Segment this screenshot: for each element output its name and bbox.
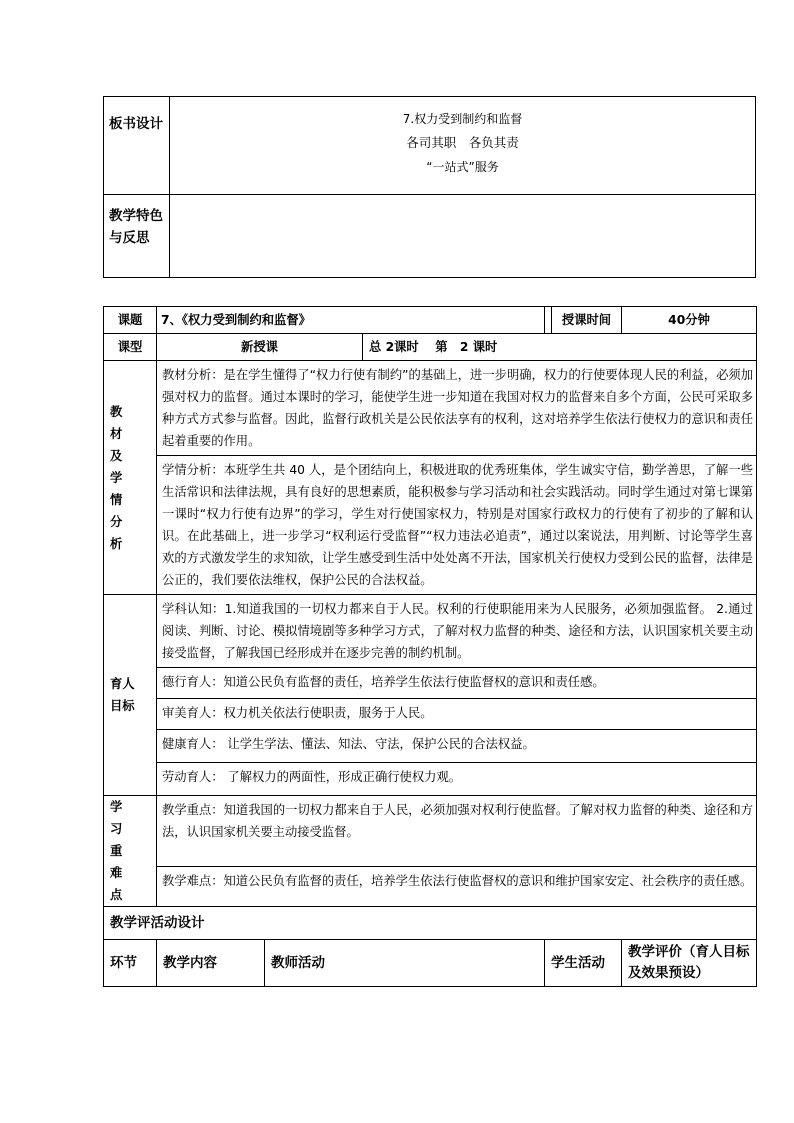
goal-health: 健康育人： 让学生学法、懂法、知法、守法，保护公民的合法权益。 (157, 730, 757, 763)
material-analysis: 教材分析：是在学生懂得了“权力行使有制约”的基础上，进一步明确，权力的行使要体现人民的利益，必须加强对权力的监督。通过本课时的学习，能使学生进一步知道在我国对权力的监督来自多个方面，公民可采取多种方式方式参与监督。因此，监督行政机关是公民依法享有的权利，这对培养学生依法行使权力的意识和责任起着重要的作用。 (157, 361, 757, 456)
col-student: 学生活动 (545, 940, 622, 987)
type-value: 新授课 (157, 334, 363, 361)
topic-value: 7、《权力受到制约和监督》 (157, 307, 545, 334)
goals-label-text: 育人目标 (110, 677, 135, 713)
keypoints-label (104, 796, 157, 907)
board-line-1: 7.权力受到制约和监督 (402, 112, 523, 126)
board-line-2: 各司其职 各负其责 (406, 135, 519, 150)
col-content: 教学内容 (157, 940, 265, 987)
time-value: 40分钟 (622, 307, 757, 334)
topic-spacer (545, 307, 552, 334)
analysis-label-text: 教材及学情分析 (110, 404, 129, 551)
student-analysis: 学情分析：本班学生共 40 人，是个团结向上，积极进取的优秀班集体，学生诚实守信，勤学善思，了解一些生活常识和法律法规，具有良好的思想素质，能积极参与学习活动和社会实践活动。同时学生通过对第七课第一课时“权力行使有边界”的学习，学生对行使国家权力，特别是对国家行政权力的行使有了初步的了解和认识。在此基础上，进一步学习“权利运行受监督”“权力违法必追责”，通过以案说法，用判断、讨论等学生喜欢的方式激发学生的求知欲，让学生感受到生活中处处离不开法，国家机关行使权力受到公民的监督，法律是公正的，我们要依法维权，保护公民的合法权益。 (157, 456, 757, 595)
time-label: 授课时间 (552, 307, 622, 334)
goal-subject: 学科认知：1.知道我国的一切权力都来自于人民。权利的行使职能用来为人民服务，必须加强监督。 2.通过阅读、判断、讨论、模拟情境剧等多种学习方式，了解对权力监督的种类、途径和方法，认识国家机关要主动接受监督，了解我国已经形成并在逐步完善的制约机制。 (157, 595, 757, 668)
key-focus: 教学重点：知道我国的一切权力都来自于人民，必须加强对权利行使监督。了解对权力监督的种类、途径和方法，认识国家机关要主动接受监督。 (157, 796, 757, 867)
lesson-plan-table (103, 306, 757, 987)
goal-virtue: 德行育人：知道公民负有监督的责任，培养学生依法行使监督权的意识和责任感。 (157, 668, 757, 699)
reflection-content (170, 195, 756, 278)
goals-label (104, 595, 157, 796)
class-hours: 总 2课时 第 2 课时 (363, 334, 757, 361)
col-evaluation: 教学评价（育人目标及效果预设） (622, 940, 757, 987)
board-design-label: 板书设计 (104, 97, 170, 195)
activity-title: 教学评活动设计 (104, 907, 757, 940)
col-stage: 环节 (104, 940, 157, 987)
board-design-content (170, 97, 756, 195)
col-teacher: 教师活动 (265, 940, 545, 987)
keypoints-label-text: 学习重难点 (110, 800, 129, 902)
goal-aesthetic: 审美育人：权力机关依法行使职责，服务于人民。 (157, 699, 757, 730)
reflection-label: 教学特色与反思 (104, 195, 170, 278)
analysis-label (104, 361, 157, 595)
board-line-3: “一站式”服务 (426, 160, 499, 174)
board-design-table (103, 96, 756, 278)
key-difficulty: 教学难点：知道公民负有监督的责任，培养学生依法行使监督权的意识和维护国家安定、社会秩序的责任感。 (157, 866, 757, 906)
type-label: 课型 (104, 334, 157, 361)
goal-labor: 劳动育人： 了解权力的两面性，形成正确行使权力观。 (157, 763, 757, 796)
topic-label: 课题 (104, 307, 157, 334)
